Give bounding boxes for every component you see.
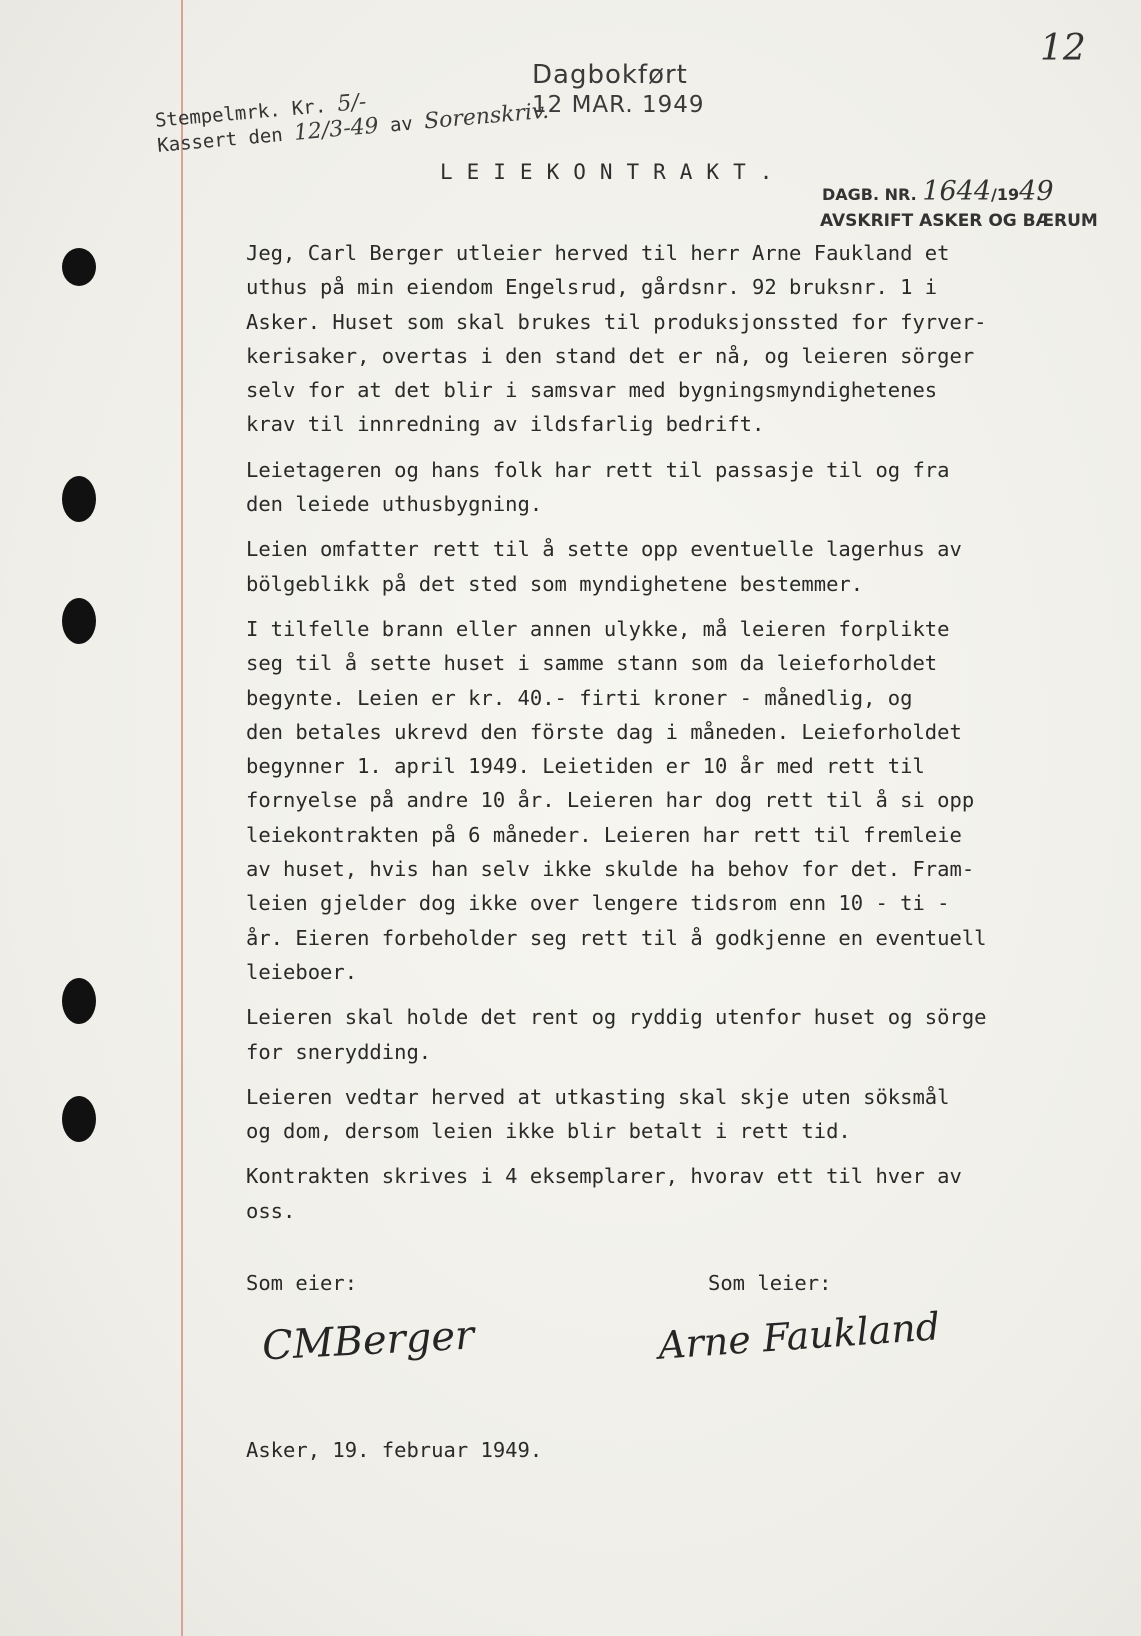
stempel-prefix: Stempelmrk. Kr. <box>154 95 328 132</box>
paragraph-7 <box>246 1159 1106 1228</box>
paragraph-1 <box>246 236 1106 442</box>
text-line: Leietageren og hans folk har rett til passasje til og fra <box>246 457 950 482</box>
page-number: 12 <box>1040 28 1086 69</box>
stempel-note <box>154 74 550 158</box>
dagb-nr-year: 49 <box>1019 176 1054 207</box>
text-line: den betales ukrevd den förste dag i måneden. Leieforholdet <box>246 719 962 744</box>
tenant-signature-label: Som leier: <box>708 1271 832 1295</box>
text-line: leien gjelder dog ikke over lengere tidsrom enn 10 - ti - <box>246 891 950 916</box>
text-line: leieboer. <box>246 959 358 984</box>
stempel-value: 5/- <box>336 89 368 117</box>
text-line: bölgeblikk på det sted som myndighetene bestemmer. <box>246 571 864 596</box>
dagb-nr-stamp <box>822 176 1054 207</box>
dagbokfort-stamp-date: 12 MAR. 1949 <box>532 92 705 118</box>
text-line: for snerydding. <box>246 1039 432 1064</box>
document-title: LEIEKONTRAKT. <box>440 160 787 184</box>
tenant-signature: Arne Faukland <box>656 1304 942 1368</box>
margin-line <box>181 0 183 1636</box>
dagb-nr-year-prefix: /19 <box>991 185 1020 204</box>
kassert-av: av <box>389 112 414 137</box>
text-line: seg til å sette huset i samme stann som da leieforholdet <box>246 651 938 676</box>
dagbokfort-stamp-title: Dagbokført <box>532 60 688 90</box>
text-line: Kontrakten skrives i 4 eksemplarer, hvorav ett til hver av <box>246 1164 962 1189</box>
owner-signature: CMBerger <box>260 1312 476 1370</box>
punch-hole-4 <box>62 978 96 1024</box>
avskrift-stamp: AVSKRIFT ASKER OG BÆRUM <box>820 211 1098 231</box>
punch-hole-5 <box>62 1096 96 1142</box>
dagb-nr-number: 1644 <box>922 176 992 207</box>
text-line: Leien omfatter rett til å sette opp eventuelle lagerhus av <box>246 537 962 562</box>
kassert-prefix: Kassert den <box>156 123 284 157</box>
paragraph-2 <box>246 453 1106 522</box>
text-line: oss. <box>246 1198 296 1223</box>
text-line: og dom, dersom leien ikke blir betalt i rett tid. <box>246 1119 851 1144</box>
text-line: leiekontrakten på 6 måneder. Leieren har rett til fremleie <box>246 822 962 847</box>
text-line: I tilfelle brann eller annen ulykke, må leieren forplikte <box>246 616 950 641</box>
text-line: kerisaker, overtas i den stand det er nå, og leieren sörger <box>246 343 975 368</box>
text-line: av huset, hvis han selv ikke skulde ha behov for det. Fram- <box>246 857 975 882</box>
text-line: Jeg, Carl Berger utleier herved til herr Arne Faukland et <box>246 241 950 265</box>
paragraph-3 <box>246 532 1106 601</box>
dagb-nr-label: DAGB. NR. <box>822 185 917 204</box>
text-line: den leiede uthusbygning. <box>246 492 543 517</box>
text-line: år. Eieren forbeholder seg rett til å godkjenne en eventuell <box>246 925 987 950</box>
text-line: begynner 1. april 1949. Leietiden er 10 år med rett til <box>246 754 925 779</box>
text-line: Asker. Huset som skal brukes til produksjonssted for fyrver- <box>246 309 987 334</box>
text-line: uthus på min eiendom Engelsrud, gårdsnr. 92 bruksnr. 1 i <box>246 275 938 300</box>
punch-hole-3 <box>62 598 96 644</box>
paragraph-6 <box>246 1080 1106 1149</box>
text-line: Leieren skal holde det rent og ryddig utenfor huset og sörge <box>246 1005 987 1030</box>
kassert-name: Sorenskriv. <box>423 98 550 135</box>
kassert-date: 12/3-49 <box>292 113 380 146</box>
text-line: begynte. Leien er kr. 40.- firti kroner - månedlig, og <box>246 685 913 710</box>
text-line: fornyelse på andre 10 år. Leieren har dog rett til å si opp <box>246 788 975 813</box>
punch-hole-1 <box>62 248 96 286</box>
text-line: selv for at det blir i samsvar med bygningsmyndighetenes <box>246 378 938 403</box>
text-line: Leieren vedtar herved at utkasting skal skje uten söksmål <box>246 1084 950 1109</box>
paragraph-4 <box>246 612 1106 989</box>
text-line: krav til innredning av ildsfarlig bedrift. <box>246 412 765 437</box>
owner-signature-label: Som eier: <box>246 1271 358 1295</box>
punch-hole-2 <box>62 476 96 522</box>
paragraph-5 <box>246 1000 1106 1069</box>
place-and-date: Asker, 19. februar 1949. <box>246 1438 543 1462</box>
contract-body <box>246 236 1106 1228</box>
